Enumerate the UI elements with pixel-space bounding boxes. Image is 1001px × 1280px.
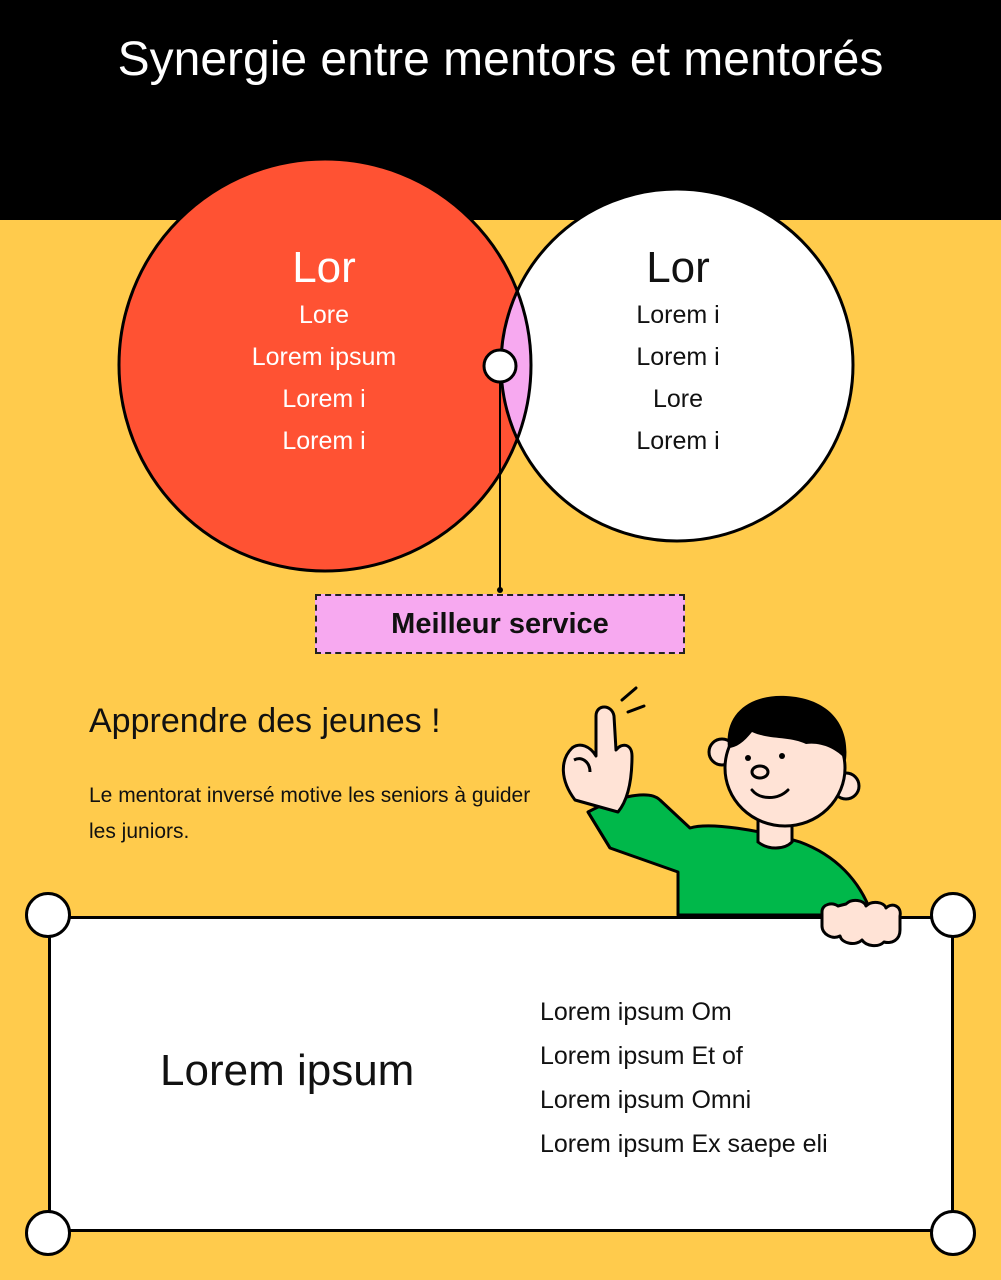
board-pin-top-right	[930, 892, 976, 938]
venn-right-heading: Lor	[646, 243, 710, 292]
venn-left-item: Lore	[298, 301, 350, 329]
board-pin-bottom-left	[25, 1210, 71, 1256]
board-list-item: Lorem ipsum Om	[540, 998, 732, 1026]
venn-left-heading: Lor	[292, 243, 356, 292]
intersection-label: Meilleur service	[315, 594, 685, 654]
board-pin-top-left	[25, 892, 71, 938]
board-pin-bottom-right	[930, 1210, 976, 1256]
venn-right-item: Lorem i	[636, 427, 720, 455]
board-list-item: Lorem ipsum Et of	[540, 1042, 743, 1070]
venn-left-item: Lorem ipsum	[251, 343, 397, 371]
venn-left-item: Lorem i	[282, 385, 366, 413]
page-title: Synergie entre mentors et mentorés	[117, 33, 884, 86]
board-list-item: Lorem ipsum Omni	[540, 1086, 752, 1114]
board-title: Lorem ipsum	[160, 1046, 415, 1095]
board-list	[540, 990, 828, 1166]
venn-right-item: Lorem i	[636, 301, 720, 329]
venn-right-item: Lore	[652, 385, 704, 413]
board-list-item: Lorem ipsum Ex saepe eli	[540, 1130, 828, 1158]
section-description: Le mentorat inversé motive les seniors à guider les juniors.	[89, 784, 531, 843]
venn-right-item: Lorem i	[636, 343, 720, 371]
section-heading: Apprendre des jeunes !	[89, 702, 441, 740]
venn-left-item: Lorem i	[282, 427, 366, 455]
